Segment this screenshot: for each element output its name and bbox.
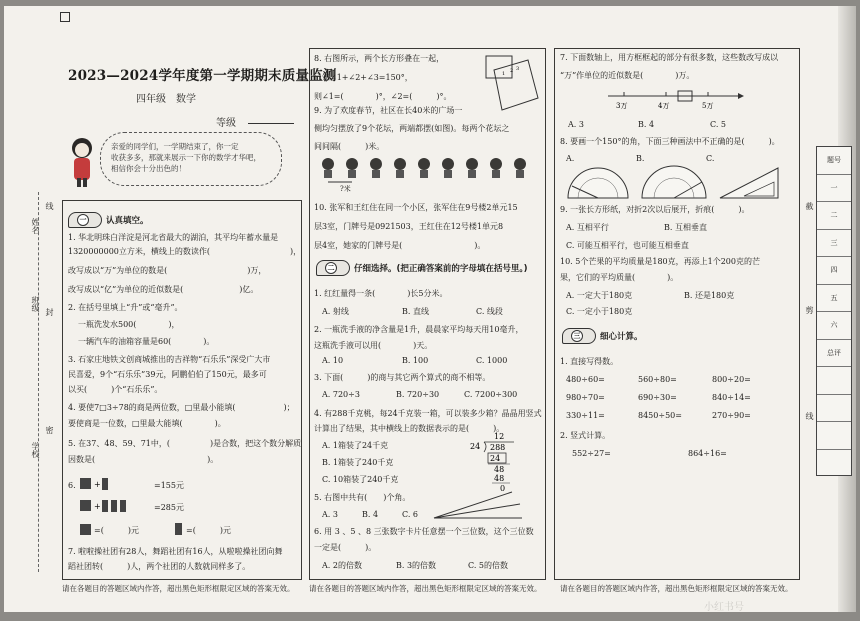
angles-figure [432,490,524,520]
choice-8-c: C. [706,154,715,163]
calc-r3c3: 270÷90= [712,411,751,420]
binding-line-mark: 线 [45,202,54,210]
division-divisor: 24 [470,442,481,451]
division-dividend: 288 [490,443,506,452]
q8: 8. 右图所示，两个长方形叠在一起， 已知∠1+∠2+∠3=150°， 则∠1=( )°，∠2=( )°。 [314,54,452,101]
choice-2-b: B. 100 [402,356,429,365]
choice-2: 2. 一瓶洗手液的净含量是1升，晨晨家平均每天用10毫升， 这瓶洗手液可以用( )天。 [314,325,524,350]
choice-5-a: A. 3 [322,510,338,519]
choice-4-b: B. 1箱装了240千克 [322,458,394,467]
binding-dashed-line [38,192,39,572]
choice-7-c: C. 5 [710,120,727,129]
grade-blank [248,123,294,124]
choice-9-c: C. 可能互相平行，也可能互相垂直 [566,241,689,250]
calc-r2c1: 980÷70= [566,393,605,402]
choice-10-a: A. 一定大于180克 [566,291,633,300]
score-row-1: 一 [817,175,851,203]
choice-3: 3. 下面( )的商与其它两个算式的商不相等。 [314,373,491,382]
footer-col3: 请在各题目的答题区域内作答，超出黑色矩形框限定区域的答案无效。 [560,584,793,593]
choice-7-a: A. 3 [568,120,584,129]
division-row2: 48 [494,465,505,474]
svg-text:+: + [94,502,101,511]
section-1-title: 认真填空。 [106,216,149,226]
q2: 2. 在括号里填上“升”或“毫升”。 一瓶洗发水500( )， 一辆汽车的油箱容量是60( )。 [68,303,215,346]
section-2-header [316,260,528,276]
choice-1-c: C. 线段 [476,307,503,316]
exam-title: 2023—2024学年度第一学期期末质量监测 [68,68,337,84]
calc-r1c3: 800÷20= [712,375,751,384]
score-table [816,146,852,476]
division-quotient: 12 [494,432,505,441]
calc-r3c1: 330÷11= [566,411,605,420]
flowerbed-icon [442,158,454,178]
svg-text:1: 1 [502,71,506,77]
greeting-bubble [100,132,282,186]
side-cut-mark: 截 [805,202,814,210]
q6-eq4: =( )元 [186,526,231,535]
choice-5: 5. 右图中共有( )个角。 [314,493,411,502]
flowerbed-icon [394,158,406,178]
q9: 9. 为了欢度春节，社区在长40米的广场一 侧均匀摆放了9个花坛，两端都摆(如图)。每两个花坛之 间间隔( )米。 [314,106,510,151]
score-row-5: 五 [817,285,851,313]
choice-10-b: B. 还是180克 [684,291,735,300]
section-1-header [68,212,149,228]
choice-9: 9. 一张长方形纸，对折2次以后展开，折痕( )。 [560,205,750,214]
flowerbed-icon [370,158,382,178]
division-remainder: 0 [500,484,506,492]
choice-7: 7. 下面数轴上，用方框框起的部分有很多数，这些数改写成以 “万”作单位的近似数是( )万。 [560,53,779,80]
binding-seal-mark: 封 [45,308,54,316]
score-blank-2 [817,395,851,423]
exam-subtitle: 四年级 数学 [136,94,196,105]
exam-sheet [4,6,856,612]
q6-eq1: =155元 [154,481,184,490]
number-line-tick-5: 5万 [702,102,714,110]
choice-8-a: A. [566,154,575,163]
flowerbed-icon [490,158,502,178]
q10: 10. 张军和王红住在同一个小区，张军住在9号楼2单元15 层3室，门牌号是0921503，王红住在12号楼1单元8 层4室，她家的门牌号是( )。 [314,203,518,250]
flowerbed-icon [322,158,334,178]
section-2-title: 仔细选择。(把正确答案前的字母填在括号里。) [354,264,528,274]
grade-label: 等级 [216,118,236,129]
flowerbed-icon [346,158,358,178]
greeting-line-3: 相信你会十分出色的！ [111,164,186,173]
watermark: 小红书号 [704,602,744,613]
choice-3-b: B. 720÷30 [396,390,440,399]
division-row3: 48 [494,474,505,483]
choice-5-c: C. 6 [402,510,419,519]
choice-9-a: A. 互相平行 [566,223,609,232]
choice-8-b: B. [636,154,645,163]
choice-7-b: B. 4 [638,120,655,129]
score-blank-1 [817,367,851,395]
choice-4: 4. 有288千克桃，每24千克装一箱，可以装多少箱？晶晶用竖式 计算出了结果，其中横线上的数据表示的是( )。 [314,409,542,433]
choice-6: 6. 用 3 、5 、8 三张数字卡片任意摆一个三位数，这个三位数 一定是( )。 [314,527,534,552]
choice-10-c: C. 一定小于180克 [566,307,633,316]
choice-1: 1. 红红量得一条( )长5分米。 [314,289,448,298]
q3: 3. 石家庄地铁文创商城推出的吉祥物“石乐乐”深受广大市 民喜爱，9个“石乐乐”39元，阿鹏伯伯了150元，最多可 以买( )个“石乐乐”。 [68,355,271,394]
calc-r2c3: 840÷14= [712,393,751,402]
footer-col1: 请在各题目的答题区域内作答，超出黑色矩形框限定区域的答案无效。 [62,584,295,593]
number-line-tick-3: 3万 [616,102,628,110]
score-header: 题号 [817,147,851,175]
binding-tight-mark: 密 [45,426,54,434]
score-blank-4 [817,450,851,478]
choice-2-a: A. 10 [322,356,344,365]
choice-9-b: B. 互相垂直 [664,223,707,232]
binding-school-label: 学校 [31,442,40,458]
protractor-figures [564,164,794,200]
choice-6-a: A. 2的倍数 [322,561,362,570]
q6-eq2: =285元 [154,503,184,512]
q9-gap-label: ?米 [340,185,351,193]
score-row-total: 总评 [817,340,851,368]
q5: 5. 在37、48、59、71中，( )是合数，把这个数分解质 因数是( )。 [68,439,302,464]
score-row-6: 六 [817,312,851,340]
svg-text:+: + [94,480,101,489]
section-3-header [562,328,643,344]
section-2-badge: 二 [316,260,350,276]
choice-5-b: B. 4 [362,510,379,519]
greeting-line-1: 亲爱的同学们，一学期结束了，你一定 [111,142,239,151]
flowerbed-icon [418,158,430,178]
footer-col2: 请在各题目的答题区域内作答，超出黑色矩形框限定区域的答案无效。 [309,584,542,593]
choice-3-a: A. 720÷3 [322,390,360,399]
choice-3-c: C. 7200÷300 [464,390,518,399]
greeting-line-2: 收获多多，那就来展示一下你的数学才华吧， [111,153,261,162]
score-row-2: 二 [817,202,851,230]
score-row-4: 四 [817,257,851,285]
score-row-3: 三 [817,230,851,258]
calc-2-item-1: 552÷27= [572,449,611,458]
section-3-title: 细心计算。 [600,332,643,342]
calc-2-heading: 2. 竖式计算。 [560,431,611,440]
division-row1: 24 [490,454,501,463]
calc-r1c1: 480÷60= [566,375,605,384]
choice-4-a: A. 1箱装了24千克 [322,441,389,450]
score-blank-3 [817,422,851,450]
number-line-figure [604,88,744,110]
calc-2-item-2: 864÷16= [688,449,727,458]
side-line-mark: 线 [805,412,814,420]
calc-1-heading: 1. 直接写得数。 [560,357,619,366]
q7: 7. 啦啦操社团有28人，舞蹈社团有16人，从啦啦操社团向舞 蹈社团转( )人，两个社团的人数就同样多了。 [68,547,283,571]
q6-number: 6. [68,481,76,490]
section-1-badge: 一 [68,212,102,228]
calc-r1c2: 560÷80= [638,375,677,384]
corner-marker [60,12,70,22]
binding-name-label: 姓名 [31,218,40,234]
q6-eq3: =( )元 [94,526,139,535]
q6-pants-icon [174,522,184,536]
flowerbed-icon [466,158,478,178]
choice-2-c: C. 1000 [476,356,508,365]
choice-6-c: C. 5的倍数 [468,561,509,570]
girl-illustration-icon [66,134,98,188]
q1: 1. 华北明珠白洋淀是河北省最大的湖泊，其平均年蓄水量是 1320000000立方米，横线上的数读作( )， 改写成以“万”为单位的数是( )万， 改写成以“亿”为单位的近似数是( )亿。 [68,233,302,294]
q4: 4. 要使7□3÷78的商是两位数，□里最小能填( )； 要使商是一位数，□里最大能填( )。 [68,403,295,428]
section-3-badge: 三 [562,328,596,344]
calc-r3c2: 8450÷50= [638,411,682,420]
choice-8: 8. 要画一个150°的角，下面三种画法中不正确的是( )。 [560,137,780,146]
choice-6-b: B. 3的倍数 [396,561,437,570]
number-line-tick-4: 4万 [658,102,670,110]
side-cut2-mark: 剪 [805,306,814,314]
svg-text:2: 2 [510,68,514,74]
choice-1-b: B. 直线 [402,307,429,316]
choice-4-c: C. 10箱装了240千克 [322,475,399,484]
q9-flowerbeds-figure [318,156,546,192]
choice-10: 10. 5个芒果的平均质量是180克，再添上1个200克的芒 果，它们的平均质量( )。 [560,257,760,282]
binding-class-label: 班级 [31,296,40,312]
choice-1-a: A. 射线 [322,307,349,316]
long-division-figure [464,430,524,492]
svg-text:3: 3 [516,66,520,72]
flowerbed-icon [514,158,526,178]
calc-r2c2: 690÷30= [638,393,677,402]
